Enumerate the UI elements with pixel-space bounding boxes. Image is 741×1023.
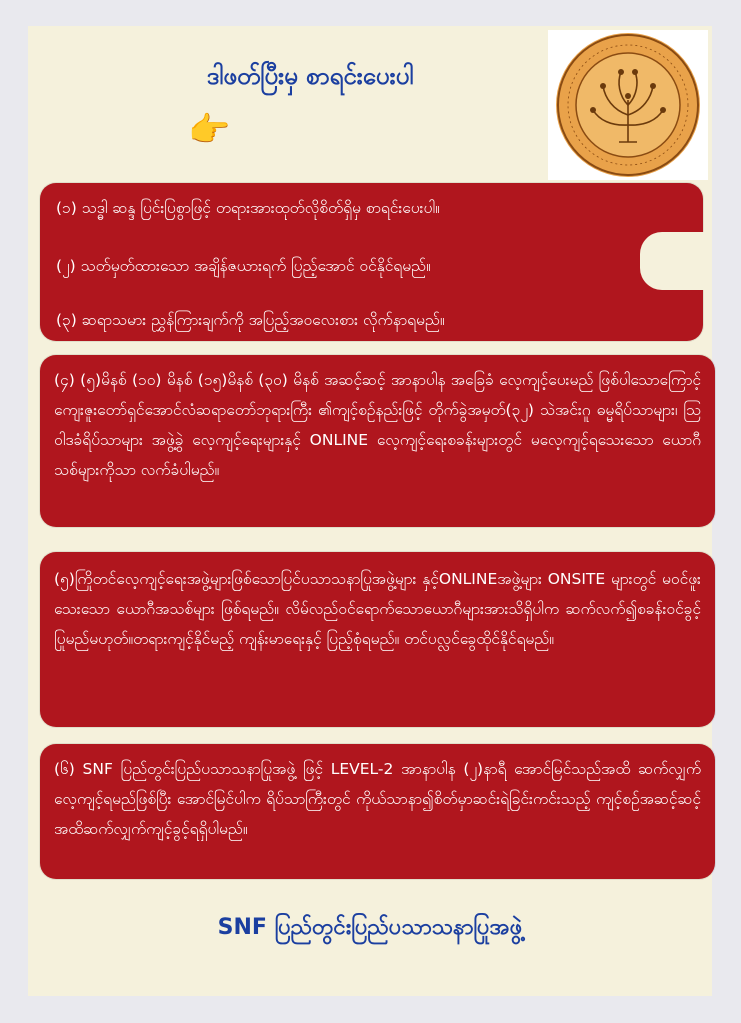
rule-4: (၄) (၅)မိနစ် (၁၀) မိနစ် (၁၅)မိနစ် (၃၀) မိနစ် အဆင့်ဆင့် အာနာပါန အခြေခံ လေ့ကျင့်ပေးမည် ဖြစ်ပါသောကြောင့် ကျေးဇူးတော်ရှင်အောင်လံဆရာတော်ဘုရားကြီး ၏ကျင့်စဉ်နည်းဖြင့် တိုက်ခွဲအမှတ်(၃၂) သဲအင်းဂူ ဓမ္မရိပ်သာများ၊ သြဝါဒခံရိပ်သာများ အဖွဲ့ခွဲ လေ့ကျင့်ရေးများနှင့် ONLINE လေ့ကျင့်ရေးစခန်းများတွင် မလေ့ကျင့်ရသေးသော ယောဂီသစ်များကိုသာ လက်ခံပါမည်။: [54, 371, 701, 479]
rule-5: (၅)ကြိုတင်လေ့ကျင့်ရေးအဖွဲ့များဖြစ်သောပြင်ပသာသနာပြုအဖွဲ့များ နှင့်ONLINEအဖွဲ့များ ONSITE များတွင် မဝင်ဖူးသေးသော ယောဂီအသစ်များ ဖြစ်ရမည်။ လိမ်လည်ဝင်ရောက်သောယောဂီများအားသိရှိပါက ဆက်လက်၍စခန်းဝင်ခွင့်ပြုမည်မဟုတ်။တရားကျင့်နိုင်မည့် ကျန်းမာရေးနှင့် ပြည့်စုံရမည်။ တင်ပလ္လင်ခွေထိုင်နိုင်ရမည်။: [54, 570, 701, 648]
organization-logo: [548, 30, 708, 180]
rules-panel-4: [40, 744, 715, 879]
logo-seal-icon: [553, 30, 703, 180]
rules-panel-3: [40, 552, 715, 727]
rules-panel-1: [40, 183, 703, 341]
organization-footer: SNF ပြည်တွင်းပြည်ပသာသနာပြုအဖွဲ့: [217, 915, 523, 940]
rule-6: (၆) SNF ပြည်တွင်းပြည်ပသာသနာပြုအဖွဲ့ ဖြင့် LEVEL-2 အာနာပါန (၂)နာရီ အောင်မြင်သည်အထိ ဆက်လျှက်လေ့ကျင့်ရမည်ဖြစ်ပြီး အောင်မြင်ပါက ရိပ်သာကြီးတွင် ကိုယ်သာနာ၍စိတ်မှာဆင်းရဲခြင်းကင်းသည့် ကျင့်စဉ်အဆင့်ဆင့်အထိဆက်လျှက်ကျင့်ခွင့်ရရှိပါမည်။: [54, 760, 701, 838]
page-title: ဒါဖတ်ပြီးမှ စာရင်းပေးပါ: [206, 62, 414, 90]
rule-3: (၃) ဆရာသမား ညွှန်ကြားချက်ကို အပြည့်အဝလေးစား လိုက်နာရမည်။: [56, 311, 445, 329]
panel-notch: [640, 232, 704, 290]
rule-1: (၁) သဒ္ဓါ ဆန္ဒ ပြင်းပြစွာဖြင့် တရားအားထုတ်လိုစိတ်ရှိမှ စာရင်းပေးပါ။: [56, 199, 440, 217]
pointing-hand-icon: 👉: [188, 110, 231, 150]
rules-panel-2: [40, 355, 715, 527]
rule-2: (၂) သတ်မှတ်ထားသော အချိန်ဇယားရက် ပြည့်အောင် ဝင်နိုင်ရမည်။: [56, 257, 431, 275]
